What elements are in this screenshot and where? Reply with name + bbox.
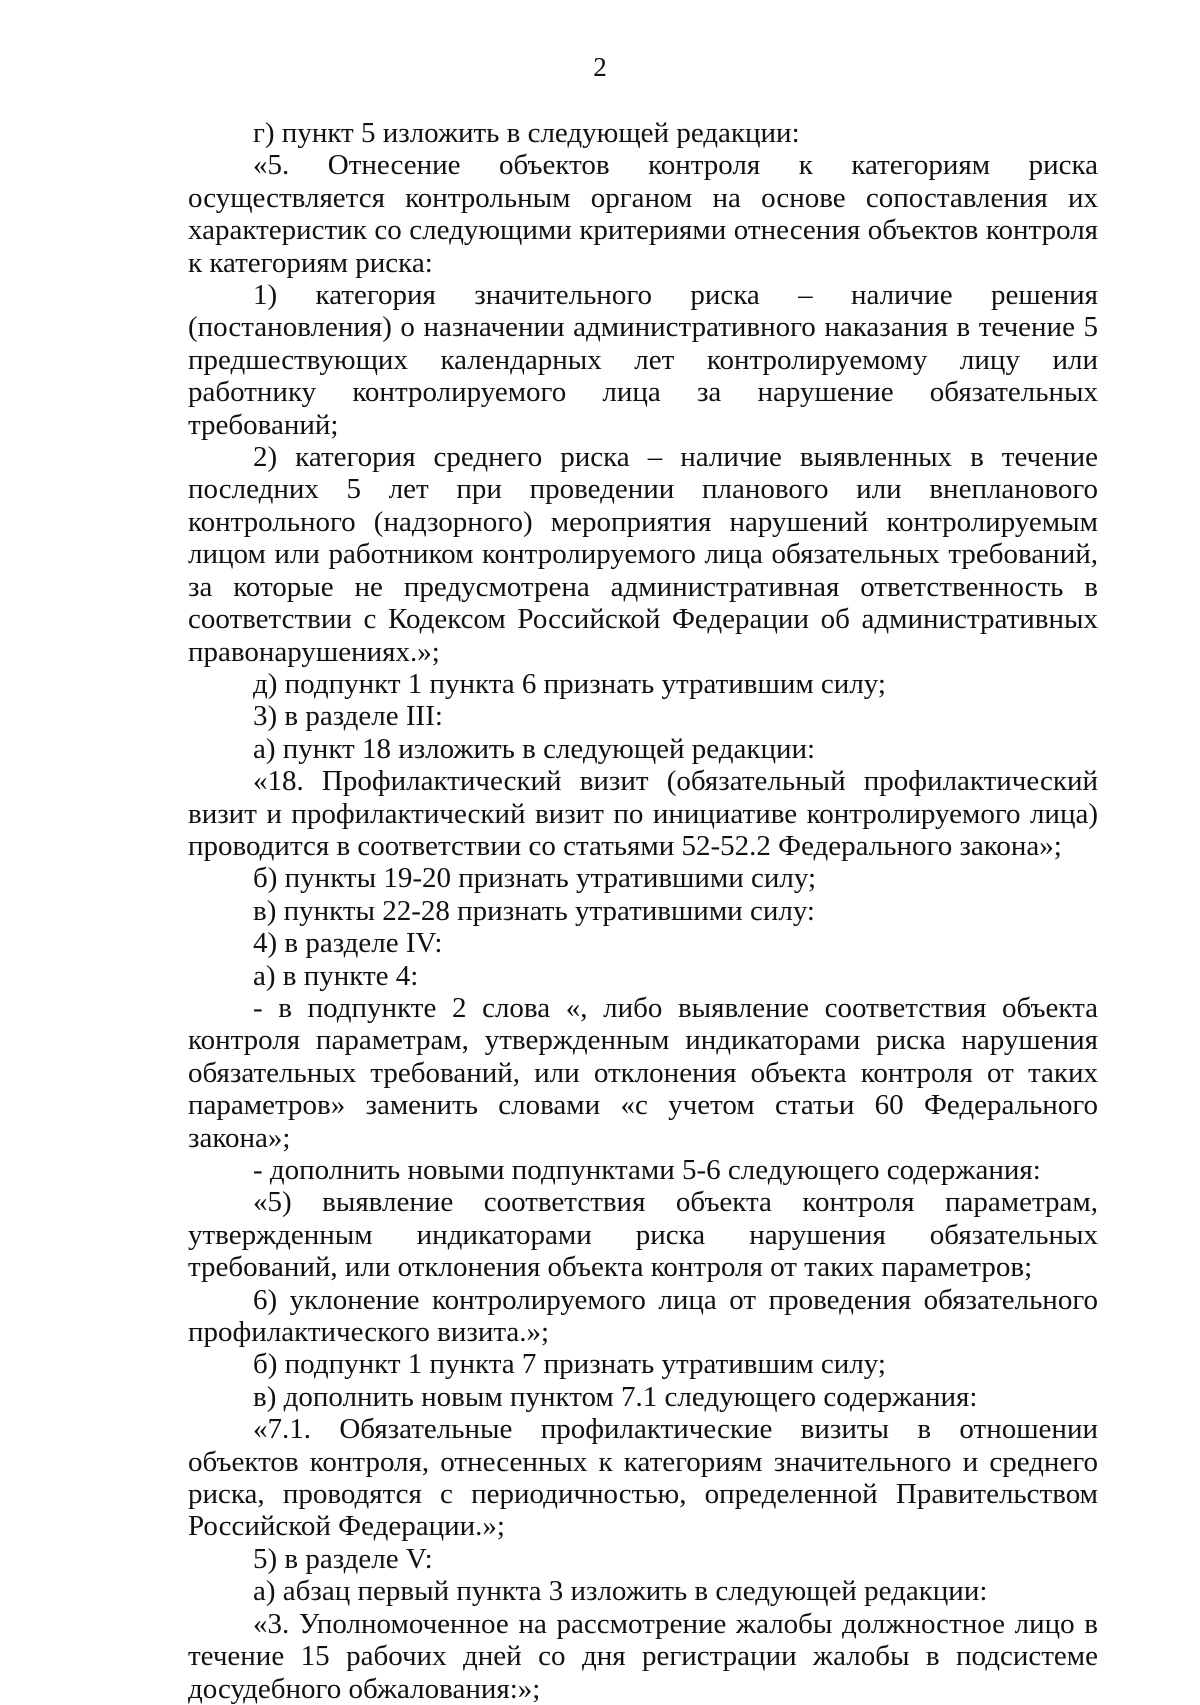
paragraph-section-3: 3) в разделе III:	[253, 700, 443, 733]
page-number: 2	[593, 52, 607, 82]
paragraph-a-item-4: а) в пункте 4:	[253, 959, 419, 992]
paragraph-d-subitem-1-item-6: д) подпункт 1 пункта 6 признать утратившим силу;	[253, 667, 886, 700]
paragraph-subitem-5-text: «5) выявление соответствия объекта контроля параметрам, утвержденным индикаторами риска нарушения обязательных требований, или отклонения объекта контроля от таких параметров;	[188, 1186, 1098, 1284]
paragraph-significant-risk: 1) категория значительного риска – наличие решения (постановления) о назначении административного наказания в течение 5 предшествующих календарных лет контролируемому лицу или работнику контролируемого лица за нарушение обязательных требований;	[188, 279, 1098, 441]
paragraph-g-item-5: г) пункт 5 изложить в следующей редакции:	[253, 117, 800, 149]
paragraph-subitem-2-words: - в подпункте 2 слова «, либо выявление соответствия объекта контроля параметрам, утвержденным индикаторами риска нарушения обязательных требований, или отклонения объекта контроля от таких параметров» заменить словами «с учетом статьи 60 Федерального закона»;	[188, 991, 1098, 1154]
paragraph-b-subitem-1-item-7: б) подпункт 1 пункта 7 признать утратившим силу;	[253, 1348, 886, 1381]
paragraph-section-5: 5) в разделе V:	[253, 1542, 433, 1575]
paragraph-medium-risk: 2) категория среднего риска – наличие выявленных в течение последних 5 лет при проведении планового или внепланового контрольного (надзорного) мероприятия нарушений контролируемым лицом или работником контролируемого лица обязательных требований, за которые не предусмотрена административная ответственность в соответствии с Кодексом Российской Федерации об административных правонарушениях.»;	[188, 441, 1098, 668]
paragraph-v-items-22-28: в) пункты 22-28 признать утратившими силу:	[253, 894, 815, 927]
paragraph-item-18-text: «18. Профилактический визит (обязательный профилактический визит и профилактический визит по инициативе контролируемого лица) проводится в соответствии со статьями 52-52.2 Федерального закона»;	[188, 765, 1098, 862]
paragraph-section-4: 4) в разделе IV:	[253, 927, 443, 960]
paragraph-b-items-19-20: б) пункты 19-20 признать утратившими силу;	[253, 862, 817, 895]
paragraph-a-item-18: а) пункт 18 изложить в следующей редакции:	[253, 732, 816, 765]
paragraph-add-subitems-5-6: - дополнить новыми подпунктами 5-6 следующего содержания:	[253, 1154, 1041, 1186]
paragraph-a-item-3: а) абзац первый пункта 3 изложить в следующей редакции:	[253, 1575, 988, 1608]
paragraph-item-3-text: «3. Уполномоченное на рассмотрение жалобы должностное лицо в течение 15 рабочих дней со дня регистрации жалобы в подсистеме досудебного обжалования:»;	[188, 1607, 1098, 1705]
document-body	[188, 117, 1098, 1705]
paragraph-v-add-item-7-1: в) дополнить новым пунктом 7.1 следующего содержания:	[253, 1380, 978, 1413]
paragraph-item-5-risk-categories: «5. Отнесение объектов контроля к категориям риска осуществляется контрольным органом на основе сопоставления их характеристик со следующими критериями отнесения объектов контроля к категориям риска:	[188, 149, 1098, 279]
paragraph-item-7-1-text: «7.1. Обязательные профилактические визиты в отношении объектов контроля, отнесенных к категориям значительного и среднего риска, проводятся с периодичностью, определенной Правительством Российской Федерации.»;	[188, 1413, 1098, 1543]
paragraph-subitem-6-text: 6) уклонение контролируемого лица от проведения обязательного профилактического визита.»;	[188, 1283, 1098, 1349]
